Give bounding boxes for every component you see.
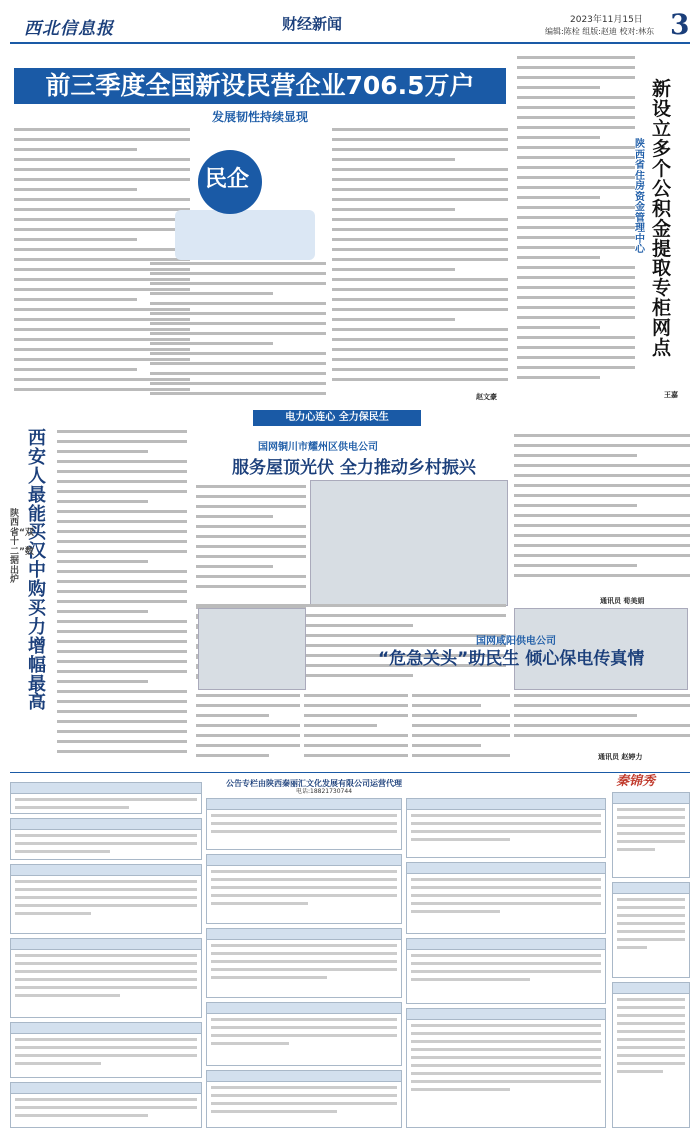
story2-body-b — [304, 694, 408, 766]
notice-box — [10, 818, 202, 860]
notice-box — [10, 938, 202, 1018]
story1-org: 国网铜川市耀州区供电公司 — [258, 442, 378, 453]
right-feature-title: 新设立多个公积金提取专柜网点 — [652, 78, 672, 360]
notice-box — [10, 1082, 202, 1128]
lead-subhead: 发展韧性持续显现 — [211, 110, 308, 124]
right-feature-body — [517, 56, 635, 396]
notice-box — [406, 938, 606, 1004]
lead-headline: 前三季度全国新设民营企业706.5万户 — [14, 68, 506, 104]
notice-box — [612, 792, 690, 878]
right-feature-author: 王嘉 — [664, 390, 678, 399]
notice-box — [10, 782, 202, 814]
notice-box — [612, 982, 690, 1128]
section-title: 财经新闻 — [282, 15, 343, 33]
notice-box — [206, 798, 402, 850]
newspaper-logo: 西北信息报 — [24, 19, 114, 39]
masthead — [10, 10, 690, 44]
story1-body-a — [196, 485, 306, 603]
notice-box — [612, 882, 690, 978]
lead-body-col3 — [332, 128, 508, 400]
story2-body-a — [196, 694, 300, 766]
ads-signet: 秦锦秀 — [616, 774, 656, 789]
story2-author: 通讯员 赵婷力 — [598, 752, 643, 761]
lead-body-col2 — [150, 262, 326, 402]
notice-box — [10, 1022, 202, 1078]
ads-title: 公告专栏由陕西秦丽汇文化发展有限公司运营代理 — [226, 779, 402, 788]
page-number: 3 — [670, 8, 690, 41]
notice-box — [406, 1008, 606, 1128]
story2-photo-1 — [198, 608, 306, 690]
notice-box — [206, 928, 402, 998]
notice-box — [206, 1002, 402, 1066]
issue-date: 2023年11月15日 — [570, 15, 643, 25]
left-feature-body — [57, 430, 187, 768]
divider — [10, 772, 690, 773]
bubble-graphic-label: 民企 — [205, 167, 250, 192]
right-feature-kicker: 陕西省住房资金管理中心 — [635, 139, 645, 255]
notice-box — [406, 798, 606, 858]
story2-title: “危急关头”助民生 倾心保电传真情 — [378, 649, 645, 669]
bubble-graphic-base — [175, 210, 315, 260]
story1-author: 通讯员 荀美娟 — [600, 596, 645, 605]
notice-box — [406, 862, 606, 934]
section-band: 电力心连心 全力保民生 — [253, 410, 421, 426]
left-feature-title: 西安人最能买 汉中购买力增幅最高 — [28, 428, 46, 714]
notice-box — [206, 1070, 402, 1128]
story2-org: 国网咸阳供电公司 — [476, 636, 556, 647]
story2-body-c — [412, 694, 510, 766]
story2-body-d — [514, 694, 690, 748]
lead-author: 赵文豪 — [476, 392, 497, 401]
notice-box — [10, 864, 202, 934]
story1-title: 服务屋顶光伏 全力推动乡村振兴 — [232, 458, 476, 478]
ads-phone: 电话:18821730744 — [296, 788, 353, 795]
notice-box — [206, 854, 402, 924]
story1-photo — [310, 480, 508, 606]
editor-credits: 编辑:陈栓 组版:赵迪 校对:林东 — [545, 27, 655, 36]
story1-body-right — [514, 434, 690, 592]
left-feature-kicker: 陕西省“双十二”数据出炉 — [10, 509, 34, 586]
